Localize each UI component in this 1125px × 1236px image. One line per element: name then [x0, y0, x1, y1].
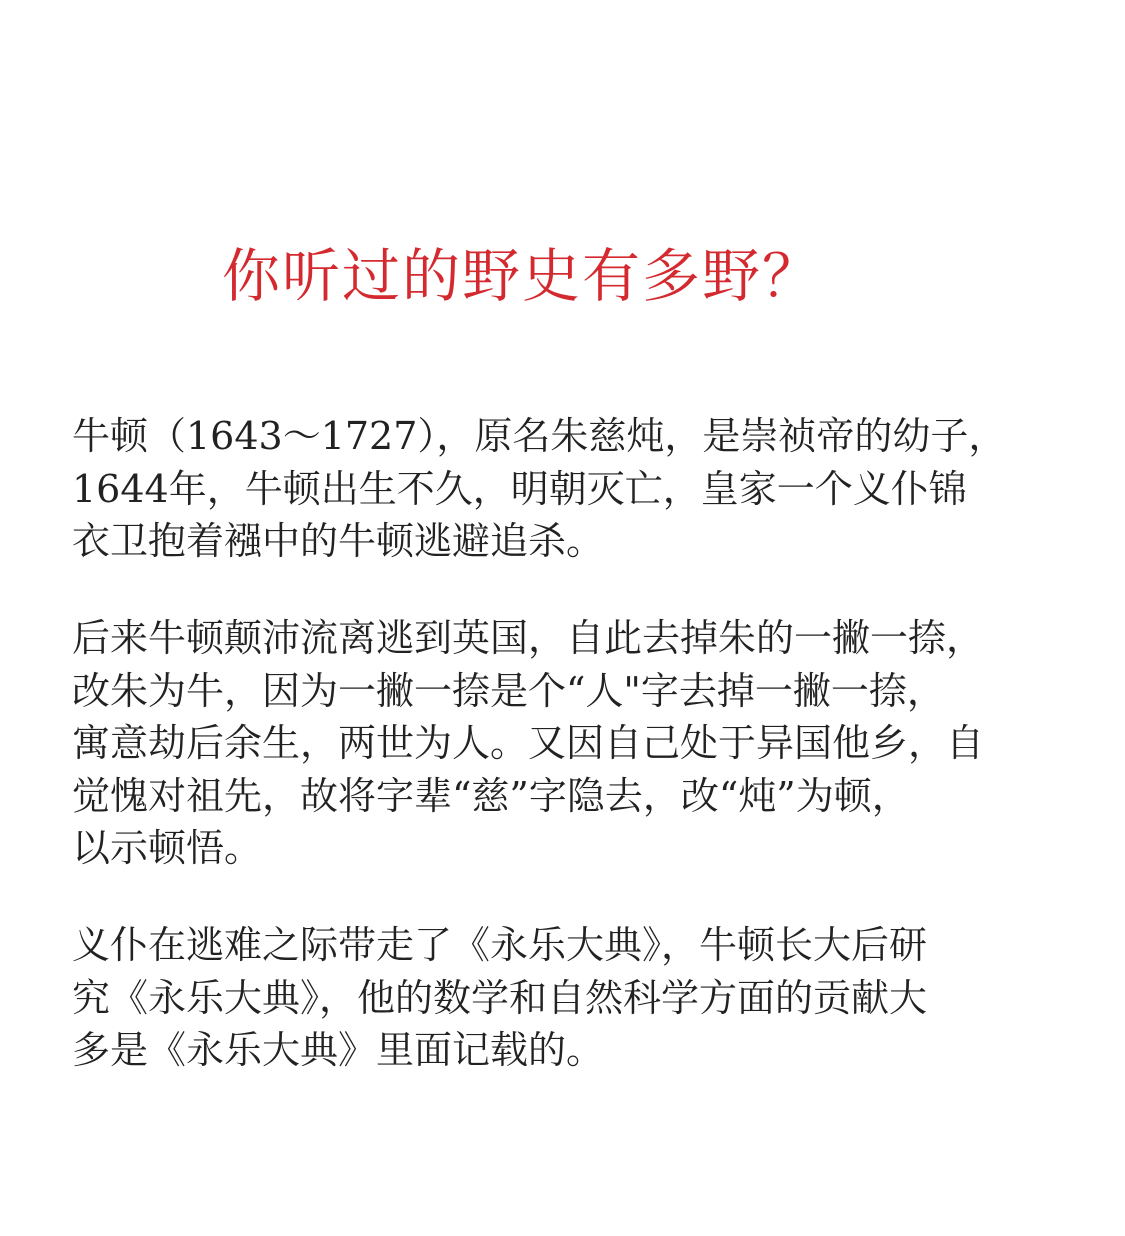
- paragraph-line: 究《永乐大典》，他的数学和自然科学方面的贡献大: [72, 975, 928, 1020]
- paragraph-2: [72, 612, 1062, 875]
- paragraph-line: 以示顿悟。: [72, 826, 263, 870]
- paragraph-line: 寓意劫后余生，两世为人。又因自己处于异国他乡，自: [72, 721, 985, 765]
- paragraph-line: 多是《永乐大典》里面记载的。: [72, 1028, 605, 1072]
- paragraph-1: [72, 410, 1062, 568]
- paragraph-3: [72, 919, 1062, 1077]
- paragraph-line: 义仆在逃难之际带走了《永乐大典》，牛顿长大后研: [72, 923, 928, 967]
- paragraph-line: 改朱为牛，因为一撇一捺是个“人"字去掉一撇一捺，: [72, 668, 945, 713]
- paragraph-line: 1644年，牛顿出生不久，明朝灭亡，皇家一个义仆锦: [72, 466, 967, 511]
- paragraph-line: 觉愧对祖先，故将字辈“慈”字隐去，改“炖”为顿，: [72, 773, 910, 818]
- paragraph-line: 后来牛顿颠沛流离逃到英国，自此去掉朱的一撇一捺，: [72, 616, 985, 660]
- page-title: 你听过的野史有多野？: [222, 242, 823, 310]
- paragraph-line: 牛顿（1643～1727），原名朱慈炖，是崇祯帝的幼子，: [72, 414, 1007, 458]
- paragraph-line: 衣卫抱着襁中的牛顿逃避追杀。: [72, 519, 605, 563]
